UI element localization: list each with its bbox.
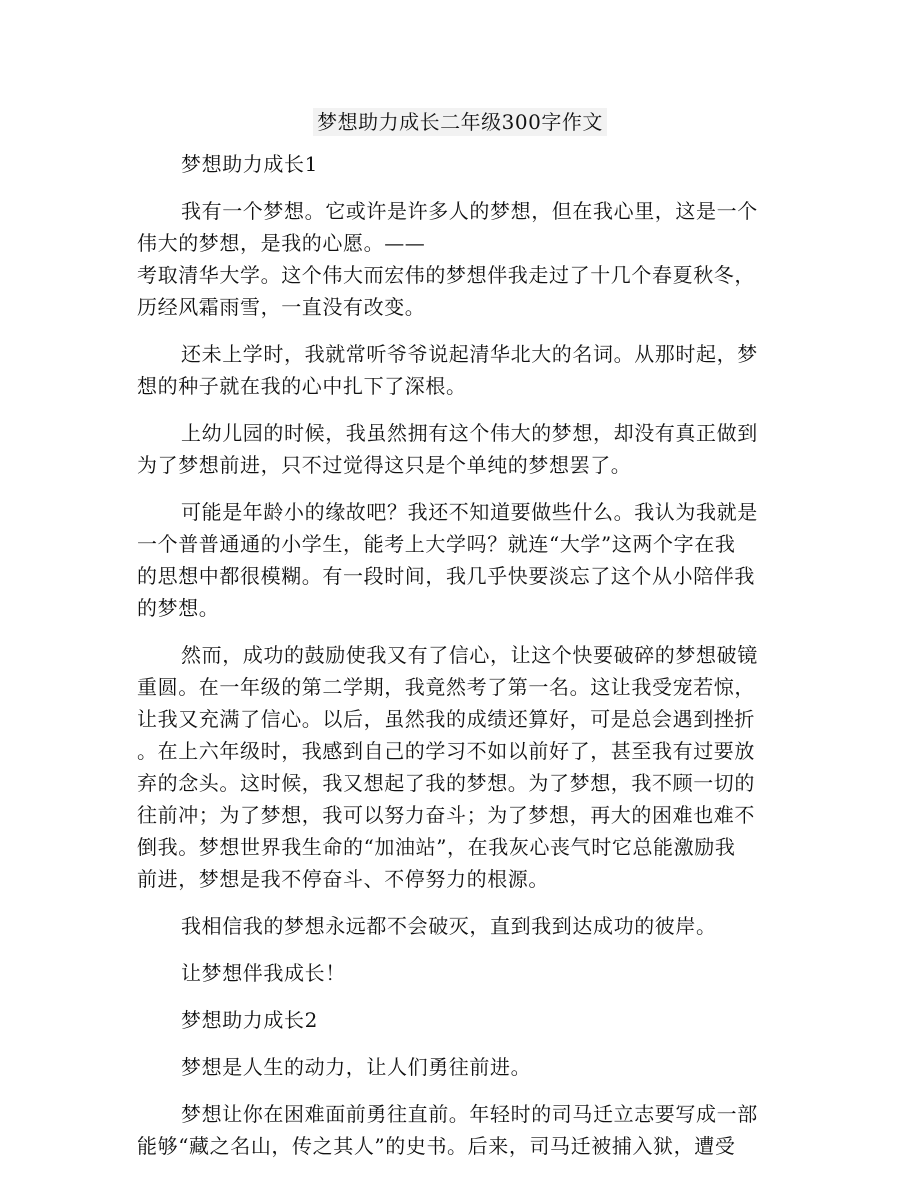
text-line: 一个普普通通的小学生，能考上大学吗？就连“大学”这两个字在我 <box>137 532 736 556</box>
text-line: 前进，梦想是我不停奋斗、不停努力的根源。 <box>137 867 549 891</box>
text-line: 梦想助力成长2 <box>181 1008 318 1032</box>
document-title <box>0 106 920 138</box>
text-line: 为了梦想前进，只不过觉得这只是个单纯的梦想罢了。 <box>137 453 632 477</box>
text-line: 往前冲；为了梦想，我可以努力奋斗；为了梦想，再大的困难也难不 <box>137 803 755 827</box>
text-line: 还未上学时，我就常听爷爷说起清华北大的名词。从那时起，梦 <box>181 342 758 366</box>
paragraph-4 <box>137 496 777 624</box>
paragraph-9 <box>137 1098 777 1162</box>
text-line: 然而，成功的鼓励使我又有了信心，让这个快要破碎的梦想破镜 <box>181 643 758 667</box>
text-line: 可能是年龄小的缘故吧？我还不知道要做些什么。我认为我就是 <box>181 500 758 524</box>
paragraph-7 <box>137 957 777 989</box>
text-line: 倒我。梦想世界我生命的“加油站”，在我灰心丧气时它总能激励我 <box>137 835 736 859</box>
paragraph-2 <box>137 338 777 402</box>
text-line: 让我又充满了信心。以后，虽然我的成绩还算好，可是总会遇到挫折 <box>137 707 755 731</box>
text-line: 能够“藏之名山，传之其人”的史书。后来，司马迁被捕入狱，遭受 <box>137 1134 736 1158</box>
document-title-text: 梦想助力成长二年级300字作文 <box>313 108 607 136</box>
text-line: 让梦想伴我成长！ <box>181 961 346 985</box>
text-line: 梦想助力成长1 <box>181 152 318 176</box>
paragraph-5 <box>137 639 777 895</box>
section-heading-1 <box>137 148 777 180</box>
text-line: 考取清华大学。这个伟大而宏伟的梦想伴我走过了十几个春夏秋冬， <box>137 263 755 287</box>
text-line: 弃的念头。这时候，我又想起了我的梦想。为了梦想，我不顾一切的 <box>137 771 755 795</box>
text-line: 梦想是人生的动力，让人们勇往前进。 <box>181 1055 532 1079</box>
section-heading-2 <box>137 1004 777 1036</box>
text-line: 我相信我的梦想永远都不会破灭，直到我到达成功的彼岸。 <box>181 914 717 938</box>
text-line: 的思想中都很模糊。有一段时间，我几乎快要淡忘了这个从小陪伴我 <box>137 564 755 588</box>
text-line: 历经风霜雨雪，一直没有改变。 <box>137 295 426 319</box>
text-line: 上幼儿园的时候，我虽然拥有这个伟大的梦想，却没有真正做到 <box>181 421 758 445</box>
text-line: 我有一个梦想。它或许是许多人的梦想，但在我心里，这是一个 <box>181 199 758 223</box>
text-line: 。在上六年级时，我感到自己的学习不如以前好了，甚至我有过要放 <box>137 739 755 763</box>
text-line: 梦想让你在困难面前勇往直前。年轻时的司马迁立志要写成一部 <box>181 1102 758 1126</box>
paragraph-1 <box>137 195 777 323</box>
paragraph-8 <box>137 1051 777 1083</box>
paragraph-6 <box>137 910 777 942</box>
text-line: 的梦想。 <box>137 596 220 620</box>
paragraph-3 <box>137 417 777 481</box>
document-body <box>137 148 777 1177</box>
text-line: 重圆。在一年级的第二学期，我竟然考了第一名。这让我受宠若惊， <box>137 675 755 699</box>
text-line: 想的种子就在我的心中扎下了深根。 <box>137 374 467 398</box>
text-line: 伟大的梦想，是我的心愿。—— <box>137 231 426 255</box>
